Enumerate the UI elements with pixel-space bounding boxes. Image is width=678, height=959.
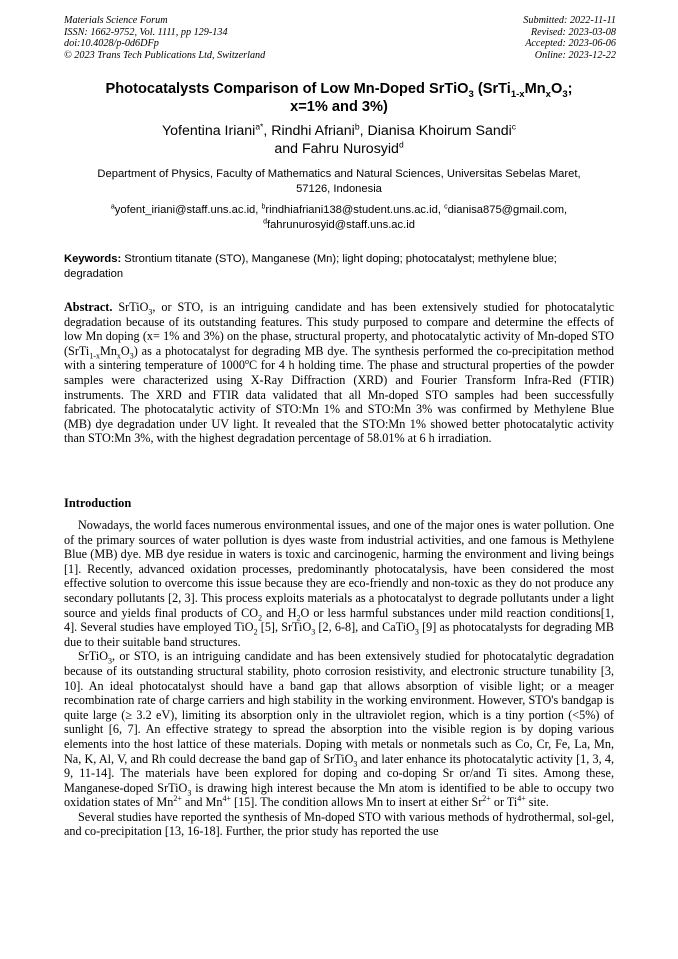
paragraph-text: [5], SrTiO xyxy=(257,620,312,635)
paper-title xyxy=(64,80,614,116)
email-address[interactable]: dianisa875@gmail.com, xyxy=(447,204,568,216)
abstract-text: , or STO, is an intriguing candidate and has been extensively studied for photocatalytic degradation because of its outstanding features. This study purposed to compare and determine the effects of low Mn doping (x= 1% and 3%) on the phase, structural property, and photocatalytic activity of Mn-doped STO (SrTi xyxy=(64,300,614,358)
abstract-text: Mn xyxy=(99,343,117,358)
abstract-subscript: 1-x xyxy=(89,351,100,361)
title-text: (SrTi xyxy=(473,81,511,97)
author-emails xyxy=(64,203,614,232)
title-line-2: x=1% and 3%) xyxy=(290,99,388,115)
email-marker: d xyxy=(263,217,267,225)
paragraph-text: and later enhance its photocatalytic activity [1, 3, 4, 9, 11-14]. The materials have been explored for doping and co-doping Sr or/and Ti sites. Among these, Manganese-doped SrTiO xyxy=(64,751,615,795)
journal-name: Materials Science Forum xyxy=(64,15,168,26)
author-marker: d xyxy=(398,138,404,149)
paragraph-text: , or STO, is an intriguing candidate and has been extensively studied for photocatalytic degradation because of its outstanding structural stability, photo corrosion resistivity, and electronic structure tunability [3, 10]. An ideal photocatalyst should have a band gap that allows absorption of visible light; or a meager recombination rate of charge carriers and high stability in the working environment. However, STO's bandgap is quite large (≥ 3.2 eV), limiting its absorption only in the ultraviolet region, which is a tiny portion (<5%) of sunlight [6, 7]. An effective strategy to spread the absorption into the visible region is by doping various elements into the host lattice of these materials. Doping with metals or nonmetals such as Co, Cr, Fe, La, Mn, Na, K, Al, V, and Rh could decrease the band gap of SrTiO xyxy=(64,649,614,766)
paragraph-text: and Mn xyxy=(181,795,223,810)
abstract-subscript: 3 xyxy=(129,351,134,361)
dates-header xyxy=(523,15,616,61)
introduction-body xyxy=(64,518,614,839)
title-subscript: 3 xyxy=(468,88,474,100)
paragraph xyxy=(64,518,614,649)
author-name: , Dianisa Khoirum Sandi xyxy=(359,123,512,139)
author-name: Yofentina Iriani xyxy=(161,123,256,139)
title-text: O xyxy=(550,81,563,97)
abstract-text: ) as a photocatalyst for degrading MB dye. The synthesis performed the co-precipitation method with a sintering temperature of 1000 xyxy=(64,343,614,373)
keywords-text: Strontium titanate (STO), Manganese (Mn); light doping; photocatalyst; methylene blue; degradation xyxy=(64,253,557,280)
superscript: 4+ xyxy=(517,794,526,804)
journal-issn: ISSN: 1662-9752, Vol. 1111, pp 129-134 xyxy=(64,26,228,38)
author-marker: a* xyxy=(255,121,264,132)
affiliation-line: 57126, Indonesia xyxy=(296,183,382,196)
date-revised: Revised: 2023-03-08 xyxy=(530,26,616,38)
email-marker: c xyxy=(444,203,448,211)
journal-doi: doi:10.4028/p-0d6DFp xyxy=(64,38,159,50)
paragraph-text: is drawing high interest because the Mn atom is identified to be able to occupy two oxidation states of Mn xyxy=(64,780,614,810)
superscript: 4+ xyxy=(222,794,231,804)
paragraph-text: [9] as photocatalysts for degrading MB due to their suitable band structures. xyxy=(64,620,614,649)
author-name: and Fahru Nurosyid xyxy=(274,140,399,157)
section-heading-introduction: Introduction xyxy=(64,496,132,510)
title-subscript: 3 xyxy=(562,88,568,100)
superscript: 2+ xyxy=(173,794,182,804)
keywords-label: Keywords: xyxy=(64,253,122,265)
abstract-text: C for 4 h holding time. The phase and structural properties of the powder samples were characterized using X-Ray Diffraction (XRD) and Fourier Transform Infra-Red (FTIR) instruments. The XRD and FTIR data validated that all Mn-doped STO samples had been successfully fabricated. The photocatalytic activity of STO:Mn 1% and STO:Mn 3% was confirmed by Methylene Blue (MB) dye degradation under UV light. It revealed that the STO:Mn 1% showed better photocatalytic activity than STO:Mn 3%, with the highest degradation percentage of 58.01% at 6 h irradiation. xyxy=(64,358,614,446)
abstract-text: O xyxy=(120,343,130,358)
author-list xyxy=(64,123,614,158)
date-submitted: Submitted: 2022-11-11 xyxy=(523,15,616,26)
title-subscript: 1-x xyxy=(510,88,525,100)
paragraph-text: [2, 6-8], and CaTiO xyxy=(315,620,415,635)
superscript: 2+ xyxy=(482,794,491,804)
subscript: 3 xyxy=(311,627,316,637)
subscript: 3 xyxy=(414,627,419,637)
author-name: , Rindhi Afriani xyxy=(263,123,355,139)
title-text: Mn xyxy=(524,81,546,97)
abstract-subscript: 3 xyxy=(148,307,153,317)
date-online: Online: 2023-12-22 xyxy=(534,49,616,61)
abstract-text: SrTiO xyxy=(112,300,149,314)
paragraph xyxy=(64,810,614,839)
subscript: 3 xyxy=(187,788,192,798)
email-address[interactable]: rindhiafriani138@student.uns.ac.id, xyxy=(265,204,445,216)
paragraph-text: Several studies have reported the synthesis of Mn-doped STO with various methods of hydrothermal, sol-gel, and co-precipitation [13, 16-18]. Further, the prior study has reported the use xyxy=(64,809,614,839)
abstract xyxy=(64,300,614,446)
keywords xyxy=(64,252,614,281)
date-accepted: Accepted: 2023-06-06 xyxy=(525,38,616,50)
email-marker: b xyxy=(261,203,266,211)
abstract-label: Abstract. xyxy=(64,300,113,314)
title-text: Photocatalysts Comparison of Low Mn-Doped SrTiO xyxy=(105,81,469,97)
subscript: 3 xyxy=(108,656,113,666)
journal-copyright: © 2023 Trans Tech Publications Ltd, Switzerland xyxy=(64,49,266,61)
paragraph-text: O or less harmful substances under mild reaction conditions[1, 4]. Several studies have employed TiO xyxy=(64,605,615,635)
subscript: 2 xyxy=(296,613,301,622)
paragraph xyxy=(64,649,614,810)
paragraph-text: or Ti xyxy=(490,795,518,810)
abstract-subscript: x xyxy=(116,351,121,361)
affiliation xyxy=(64,167,614,198)
author-marker: b xyxy=(354,121,360,132)
email-address[interactable]: yofent_iriani@staff.uns.ac.id, xyxy=(114,204,262,216)
subscript: 2 xyxy=(258,613,263,622)
title-text: ; xyxy=(567,81,573,97)
abstract-superscript: o xyxy=(244,357,249,367)
subscript: 2 xyxy=(253,627,258,637)
author-marker: c xyxy=(511,121,517,132)
subscript: 3 xyxy=(353,758,358,768)
paragraph-text: Nowadays, the world faces numerous environmental issues, and one of the major ones is water pollution. One of the primary sources of water pollution is dyes waste from industrial activities, and one famous is Methylene Blue (MB) dye. MB dye residue in waters is toxic and carcinogenic, harming the environment and living beings [1]. Recently, advanced oxidation processes, predominantly photocatalysis, have been considered the most effective solution to overcome this issue because they are eco-friendly and non-toxic as they do not produce any secondary pollutants [2, 3]. This process exploits materials as a photocatalyst to degrade pollutants under a light source and yields final products of CO xyxy=(64,518,614,620)
paragraph-text: [15]. The condition allows Mn to insert at either Sr xyxy=(231,795,483,810)
paragraph-text: site. xyxy=(525,795,549,810)
paragraph-text: SrTiO xyxy=(78,649,109,664)
journal-header xyxy=(64,15,265,61)
email-address[interactable]: fahrunurosyid@staff.uns.ac.id xyxy=(266,218,415,231)
paragraph-text: and H xyxy=(262,605,297,620)
affiliation-line: Department of Physics, Faculty of Mathematics and Natural Sciences, Universitas Sebelas Maret, xyxy=(97,168,581,180)
email-marker: a xyxy=(110,203,115,211)
title-subscript: x xyxy=(545,88,551,100)
